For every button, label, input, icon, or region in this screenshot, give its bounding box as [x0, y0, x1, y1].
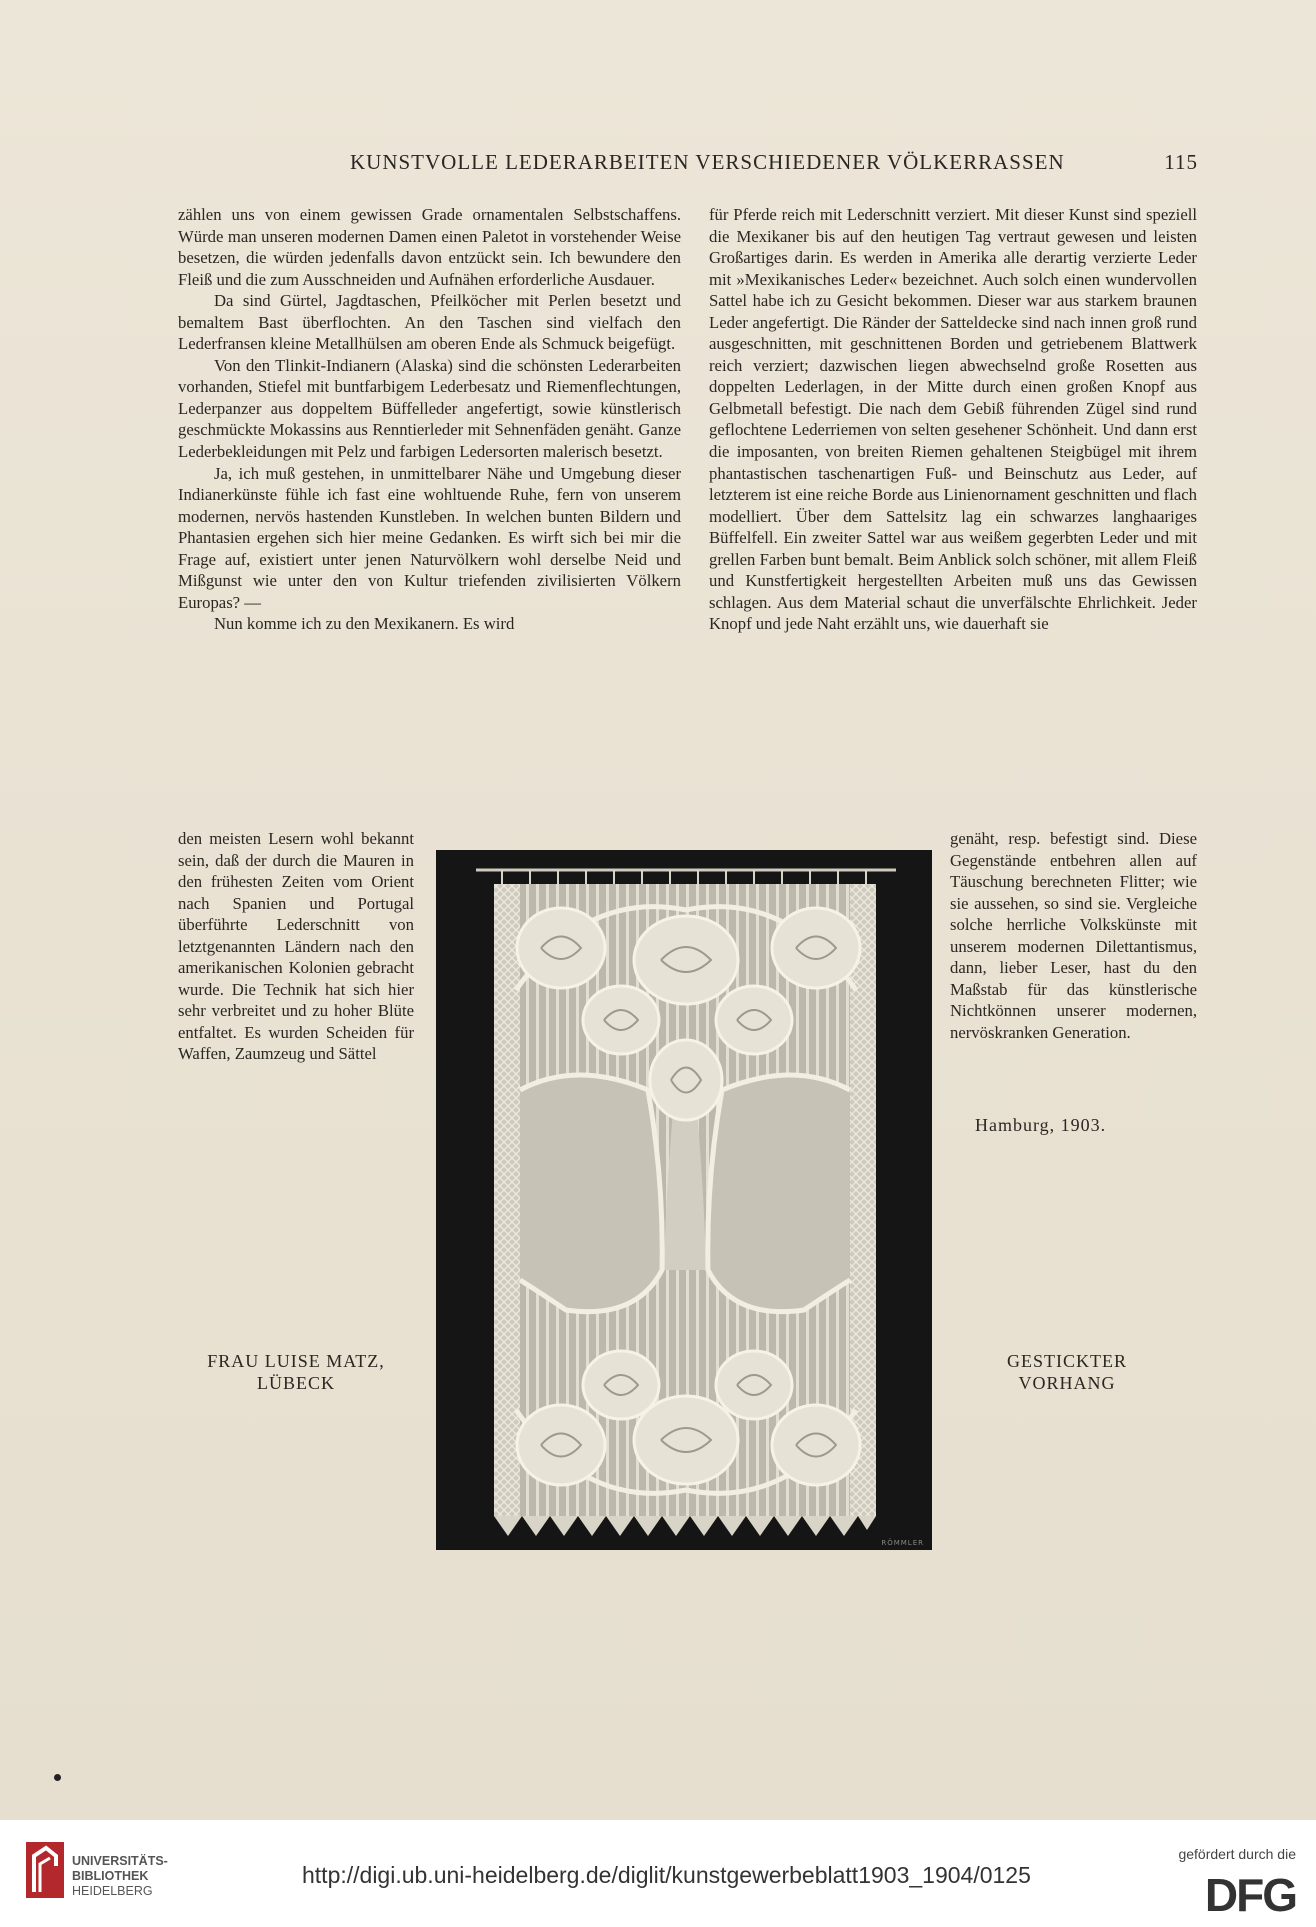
right-column — [709, 204, 1197, 635]
photographer-signature: RÖMMLER — [881, 1539, 924, 1547]
dfg-logo[interactable]: DFG — [1204, 1869, 1296, 1921]
right-wrap-text — [950, 828, 1197, 1043]
lace-curtain-illustration — [436, 850, 932, 1550]
paragraph: für Pferde reich mit Lederschnitt verziert. Mit dieser Kunst sind speziell die Mexikaner bis auf den heutigen Tag vertraut gewesen und leisten Großartiges darin. Es werden in Amerika alle derartig verzierte Leder mit »Mexikanisches Leder« bezeichnet. Auch solch einen wundervollen Sattel habe ich zu Gesicht bekommen. Dieser war aus starkem braunen Leder angefertigt. Die Ränder der Satteldecke sind nach innen groß rund ausgeschnitten, mit geschnittenen Borden und getriebenem Blattwerk reich verziert; dazwischen liegen abwechselnd große Rosetten aus doppelten Lederlagen, in der Mitte durch einen großen Knopf aus Gelbmetall befestigt. Die nach dem Gebiß führenden Zügel sind rund geflochtene Lederriemen von selten gesehener Schönheit. Und dann erst die imposanten, von breiten Riemen gehaltenen Steigbügel mit ihrem phantastischen taschenartigen Fuß- und Beinschutz aus Leder, auf letzterem ist eine reiche Borde aus Linienornament geschnitten und flach modelliert. Über dem Sattelsitz lag ein schwarzes langhaariges Büffelfell. Ein zweiter Sattel war aus weißem gegerbten Leder und mit grellen Farben bunt bemalt. Beim Anblick solch schöner, mit allem Fleiß und Kunstfertigkeit hergestellten Arbeiten muß uns das Gewissen schlagen. Aus dem Material schaut die unverfälschte Ehrlichkeit. Jeder Knopf und jede Naht erzählt uns, wie dauerhaft sie — [709, 205, 1197, 634]
paragraph: zählen uns von einem gewissen Grade ornamentalen Selbstschaffens. Würde man unseren modernen Damen einen Paletot in vorstehender Weise besetzen, die würden jedenfalls davon entzückt sein. Ich bewundere den Fleiß und die zum Ausschneiden und Aufnähen erforderliche Ausdauer. — [178, 205, 681, 289]
curtain-photograph — [436, 850, 932, 1550]
ub-heidelberg-logo-icon[interactable] — [26, 1842, 64, 1903]
funding-note: gefördert durch die — [1178, 1846, 1296, 1862]
ink-spot — [54, 1774, 61, 1781]
caption-line: GESTICKTER — [1007, 1351, 1127, 1371]
library-line: HEIDELBERG — [72, 1884, 153, 1898]
source-url-link[interactable]: http://digi.ub.uni-heidelberg.de/diglit/kunstgewerbeblatt1903_1904/0125 — [302, 1862, 1031, 1888]
paragraph: Ja, ich muß gestehen, in unmittelbarer Nähe und Umgebung dieser Indianerkünste fühle ich fast eine wohltuende Ruhe, fern von unserem modernen, nervös hastenden Kunstleben. In welchen bunten Bildern und Phantasien ergehen sich hier meine Gedanken. Es wirft sich bei mir die Frage auf, existiert unter jenen Naturvölkern wohl derselbe Neid und Mißgunst wie unter den von Kultur triefenden zivilisierten Völkern Europas? — — [178, 463, 681, 612]
caption-line: VORHANG — [1018, 1373, 1116, 1393]
page-number: 115 — [1164, 150, 1198, 174]
caption-line: LÜBECK — [257, 1373, 335, 1393]
left-column — [178, 204, 681, 635]
figure-caption-left — [178, 1350, 414, 1394]
paragraph: Da sind Gürtel, Jagdtaschen, Pfeilköcher mit Perlen besetzt und bemaltem Bast überflochten. An den Taschen sind vielfach den Lederfransen kleine Metallhülsen am oberen Ende als Schmuck beigefügt. — [178, 291, 681, 354]
library-name — [72, 1854, 168, 1899]
left-wrap-text — [178, 828, 414, 1065]
paragraph: Nun komme ich zu den Mexikanern. Es wird — [214, 614, 515, 634]
paragraph-continued: genäht, resp. befestigt sind. Diese Gegenstände entbehren allen auf Täuschung berechneten Flitter; wie sie aussehen, so sind sie. Vergleiche solche herrliche Volkskünste mit unserem modernen Dilettantismus, dann, lieber Leser, hast du den Maßstab für das künstlerische Nichtkönnen unserer modernen, nervöskranken Generation. — [950, 829, 1197, 1042]
figure-caption-right — [950, 1350, 1184, 1394]
library-line: BIBLIOTHEK — [72, 1869, 149, 1883]
caption-line: FRAU LUISE MATZ, — [207, 1351, 385, 1371]
digitization-footer — [0, 1820, 1316, 1927]
running-title: KUNSTVOLLE LEDERARBEITEN VERSCHIEDENER VÖLKERRASSEN — [350, 150, 1065, 174]
paragraph-continued: den meisten Lesern wohl bekannt sein, daß der durch die Mauren in den frühesten Zeiten vom Orient nach Spanien und Portugal überführte Lederschnitt von letztgenannten Ländern nach den amerikanischen Kolonien gebracht wurde. Die Technik hat sich hier sehr verbreitet und zu hoher Blüte entfaltet. Es wurden Scheiden für Waffen, Zaumzeug und Sättel — [178, 829, 414, 1064]
paragraph: Von den Tlinkit-Indianern (Alaska) sind die schönsten Lederarbeiten vorhanden, Stiefel mit buntfarbigem Lederbesatz und Riemenflechtungen, Lederpanzer aus doppeltem Büffelleder angefertigt, sowie künstlerisch geschmückte Mokassins aus Renntierleder mit Sehnenfäden genäht. Ganze Lederbekleidungen mit Pelz und farbigen Ledersorten malerisch besetzt. — [178, 355, 681, 462]
place-date: Hamburg, 1903. — [975, 1115, 1107, 1135]
library-line: UNIVERSITÄTS- — [72, 1854, 168, 1868]
